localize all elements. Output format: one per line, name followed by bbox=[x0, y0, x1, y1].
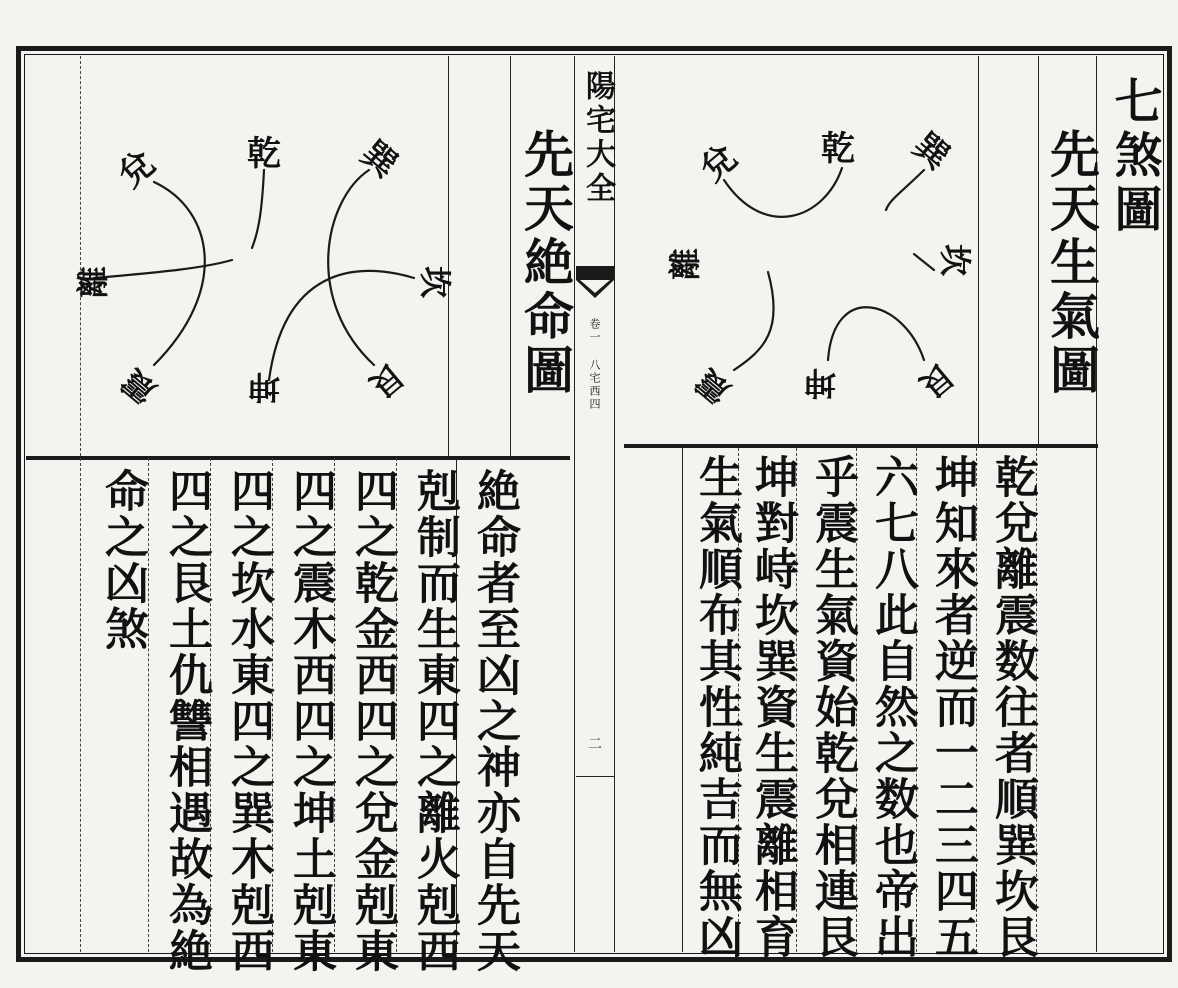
fishtail-mark bbox=[576, 266, 614, 280]
column-divider bbox=[510, 56, 511, 456]
trigram-kun: 坤 bbox=[803, 364, 837, 402]
trigram-qian: 乾 bbox=[821, 129, 855, 169]
column-divider bbox=[978, 56, 979, 446]
spine-divider bbox=[576, 776, 614, 777]
column-divider bbox=[1096, 448, 1097, 952]
trigram-qian: 乾 bbox=[247, 134, 281, 174]
column-divider bbox=[148, 458, 149, 952]
column-divider bbox=[80, 458, 81, 952]
text-column: 乾兌離震数往者順巽坎艮 bbox=[987, 454, 1038, 960]
text-column: 坤知來者逆而一二三四五 bbox=[927, 454, 978, 960]
diagram-svg bbox=[624, 60, 974, 440]
line-kan bbox=[914, 254, 934, 270]
horizontal-rule bbox=[624, 444, 1098, 448]
trigram-dui: 兌 bbox=[693, 137, 745, 190]
diagram-svg bbox=[74, 60, 454, 450]
trigram-dui: 兌 bbox=[111, 143, 163, 196]
section-title: 七煞圖 bbox=[1106, 76, 1162, 238]
line-kun-gen bbox=[828, 307, 924, 360]
page-number: 二 bbox=[586, 736, 602, 750]
text-column: 剋制而生東四之離火剋西 bbox=[409, 468, 460, 974]
line-dui-gen bbox=[154, 182, 205, 365]
jueming-diagram bbox=[74, 60, 454, 450]
diagram-title: 先天生氣圖 bbox=[1042, 128, 1101, 398]
text-column: 乎震生氣資始乾兌相連艮 bbox=[807, 454, 858, 960]
spine-border-left bbox=[574, 56, 575, 952]
trigram-gen: 艮 bbox=[362, 355, 412, 406]
trigram-zhen: 震 bbox=[688, 361, 738, 412]
line-qian bbox=[252, 170, 264, 248]
line-dui-qian bbox=[724, 168, 842, 217]
text-column: 四之艮土仇讐相遇故為絶 bbox=[161, 468, 212, 974]
text-column: 絶命者至凶之神亦自先天 bbox=[469, 468, 520, 974]
trigram-kun: 坤 bbox=[247, 368, 281, 406]
line-xun bbox=[886, 170, 924, 210]
text-column: 六七八此自然之数也帝出 bbox=[867, 454, 918, 960]
shengqi-diagram bbox=[624, 60, 974, 440]
column-divider bbox=[682, 448, 683, 952]
text-column: 四之乾金西四之兌金剋東 bbox=[347, 468, 398, 974]
trigram-gen: 艮 bbox=[912, 355, 962, 406]
trigram-xun: 巽 bbox=[905, 125, 957, 178]
line-xun-dui bbox=[328, 170, 374, 365]
text-column: 生氣順布其性純吉而無凶 bbox=[691, 454, 742, 960]
trigram-zhen: 震 bbox=[114, 361, 164, 412]
spine-note: 卷一 八宅西四 bbox=[588, 318, 601, 411]
book-title: 陽宅大全 bbox=[580, 70, 615, 206]
text-column: 四之坎水東四之巽木剋西 bbox=[223, 468, 274, 974]
text-column: 命之凶煞 bbox=[97, 468, 148, 652]
trigram-kan: 坎 bbox=[936, 243, 974, 277]
trigram-li: 離 bbox=[666, 247, 704, 281]
column-divider bbox=[448, 56, 449, 456]
horizontal-rule bbox=[26, 456, 570, 460]
text-column: 四之震木西四之坤土剋東 bbox=[285, 468, 336, 974]
column-divider bbox=[80, 56, 81, 456]
line-li-zhen bbox=[734, 272, 774, 370]
text-column: 坤對峙坎巽資生震離相育 bbox=[747, 454, 798, 960]
column-divider bbox=[1038, 56, 1039, 446]
trigram-xun: 巽 bbox=[353, 133, 405, 186]
fishtail-inner bbox=[580, 280, 610, 293]
trigram-kan: 坎 bbox=[416, 265, 454, 299]
line-li-kun bbox=[94, 260, 232, 278]
trigram-li: 離 bbox=[74, 265, 112, 299]
diagram-title: 先天絶命圖 bbox=[516, 128, 575, 398]
